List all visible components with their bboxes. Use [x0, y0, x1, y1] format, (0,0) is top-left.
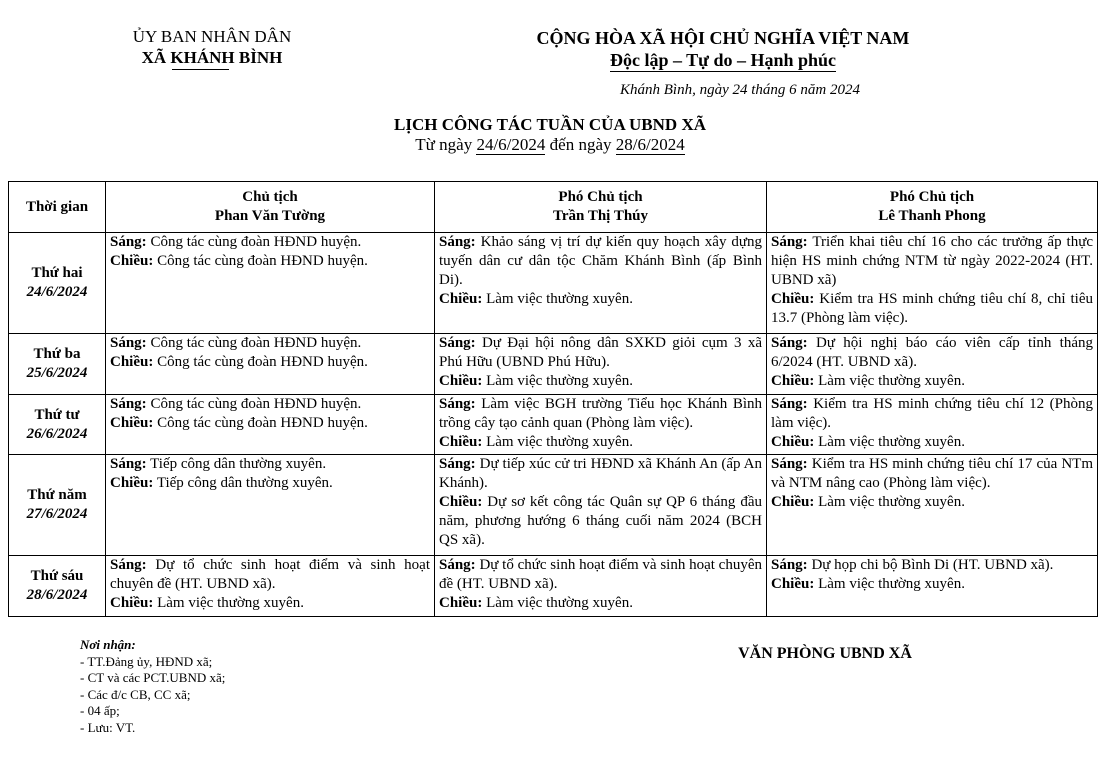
day-date: 25/6/2024 — [26, 365, 88, 381]
afternoon-label: Chiều: — [439, 434, 483, 450]
header-time: Thời gian — [9, 182, 106, 233]
afternoon-entry — [771, 575, 1093, 594]
afternoon-text: Làm việc thường xuyên. — [486, 373, 633, 389]
schedule-row — [9, 395, 1098, 455]
schedule-table — [8, 181, 1098, 617]
signature-office: VĂN PHÒNG UBND XÃ — [738, 645, 912, 662]
morning-text: Công tác cùng đoàn HĐND huyện. — [150, 335, 362, 351]
morning-label: Sáng: — [110, 456, 147, 472]
header-role: Phó Chủ tịch — [558, 189, 643, 205]
day-name: Thứ tư — [34, 406, 80, 423]
schedule-cell — [435, 455, 767, 556]
morning-entry — [110, 233, 430, 252]
subtitle-to-date: 28/6/2024 — [615, 135, 685, 154]
afternoon-text: Tiếp công dân thường xuyên. — [156, 475, 333, 491]
schedule-cell — [435, 556, 767, 617]
recipients-title: Nơi nhận: — [80, 637, 136, 652]
afternoon-text: Làm việc thường xuyên. — [818, 494, 965, 510]
morning-entry — [771, 556, 1093, 575]
morning-label: Sáng: — [771, 456, 808, 472]
issuer-line-2: XÃ KHÁNH BÌNH — [141, 48, 283, 67]
afternoon-entry — [439, 290, 762, 309]
header-col-1 — [106, 182, 435, 233]
afternoon-label: Chiều: — [110, 354, 154, 370]
morning-text: Khảo sáng vị trí dự kiến quy hoạch xây dựng tuyến dân cư dân tộc Chăm Khánh Bình (ấp Bình Di). — [439, 234, 763, 288]
recipient-item: - 04 ấp; — [80, 703, 120, 718]
recipients-block — [80, 637, 380, 736]
morning-entry — [110, 334, 430, 353]
subtitle-mid: đến ngày — [545, 135, 616, 154]
afternoon-label: Chiều: — [439, 595, 483, 611]
morning-label: Sáng: — [771, 234, 808, 250]
afternoon-entry — [771, 433, 1093, 452]
recipient-item: - Lưu: VT. — [80, 719, 136, 735]
day-date: 27/6/2024 — [26, 506, 88, 522]
schedule-cell — [106, 455, 435, 556]
afternoon-label: Chiều: — [439, 494, 483, 510]
morning-text: Dự tổ chức sinh hoạt điểm và sinh hoạt chuyên đề (HT. UBND xã). — [439, 557, 763, 592]
afternoon-label: Chiều: — [439, 291, 483, 307]
schedule-row — [9, 556, 1098, 617]
afternoon-label: Chiều: — [771, 576, 815, 592]
day-cell — [9, 556, 106, 617]
morning-entry — [110, 455, 430, 474]
schedule-cell — [106, 233, 435, 334]
afternoon-entry — [110, 594, 430, 613]
morning-label: Sáng: — [439, 234, 476, 250]
afternoon-entry — [439, 372, 762, 391]
schedule-cell — [767, 395, 1098, 455]
afternoon-text: Làm việc thường xuyên. — [818, 576, 965, 592]
morning-text: Dự tổ chức sinh hoạt điểm và sinh hoạt chuyên đề (HT. UBND xã). — [110, 557, 431, 592]
day-name: Thứ sáu — [30, 568, 84, 584]
morning-label: Sáng: — [110, 234, 147, 250]
recipient-item: - CT và các PCT.UBND xã; — [80, 670, 226, 685]
header-role: Phó Chủ tịch — [889, 189, 975, 205]
schedule-cell — [435, 334, 767, 395]
afternoon-label: Chiều: — [110, 415, 154, 431]
day-date: 26/6/2024 — [26, 425, 88, 442]
morning-label: Sáng: — [110, 335, 147, 351]
morning-label: Sáng: — [771, 396, 808, 412]
issuer-header — [102, 26, 322, 68]
subtitle-from-date: 24/6/2024 — [476, 135, 546, 154]
morning-text: Tiếp công dân thường xuyên. — [150, 456, 327, 472]
morning-entry — [439, 556, 762, 594]
afternoon-entry — [110, 252, 430, 271]
morning-text: Triển khai tiêu chí 16 cho các trưởng ấp thực hiện HS minh chứng NTM từ ngày 2022-2024 (HT. UBND xã) — [771, 234, 1093, 288]
afternoon-text: Làm việc thường xuyên. — [486, 434, 633, 450]
morning-text: Kiểm tra HS minh chứng tiêu chí 17 của NTm và NTM nâng cao (Phòng làm việc). — [771, 456, 1093, 491]
schedule-cell — [767, 455, 1098, 556]
schedule-cell — [767, 556, 1098, 617]
schedule-cell — [767, 233, 1098, 334]
document-date: Khánh Bình, ngày 24 tháng 6 năm 2024 — [620, 82, 860, 98]
schedule-row — [9, 334, 1098, 395]
header-person: Phan Văn Tường — [214, 208, 326, 224]
morning-label: Sáng: — [439, 557, 476, 573]
morning-entry — [771, 334, 1093, 372]
morning-text: Công tác cùng đoàn HĐND huyện. — [150, 396, 362, 412]
afternoon-text: Kiểm tra HS minh chứng tiêu chí 8, chỉ tiêu 13.7 (Phòng làm việc). — [771, 291, 1093, 326]
national-title: CỘNG HÒA XÃ HỘI CHỦ NGHĨA VIỆT NAM — [536, 28, 910, 48]
morning-label: Sáng: — [110, 396, 147, 412]
schedule-cell — [435, 395, 767, 455]
schedule-cell — [767, 334, 1098, 395]
afternoon-text: Làm việc thường xuyên. — [486, 291, 633, 307]
day-name: Thứ ba — [33, 346, 81, 362]
schedule-row — [9, 233, 1098, 334]
day-cell — [9, 334, 106, 395]
national-header — [500, 27, 946, 71]
morning-label: Sáng: — [771, 335, 808, 351]
morning-entry — [439, 334, 762, 372]
morning-label: Sáng: — [439, 456, 476, 472]
day-cell — [9, 233, 106, 334]
schedule-cell — [106, 334, 435, 395]
morning-entry — [771, 455, 1093, 493]
afternoon-label: Chiều: — [439, 373, 483, 389]
day-cell — [9, 455, 106, 556]
table-header-row — [9, 182, 1098, 233]
afternoon-label: Chiều: — [771, 373, 815, 389]
day-name: Thứ hai — [31, 265, 83, 281]
afternoon-label: Chiều: — [110, 475, 154, 491]
day-date: 28/6/2024 — [26, 587, 88, 603]
afternoon-text: Làm việc thường xuyên. — [486, 595, 633, 611]
afternoon-entry — [110, 474, 430, 493]
document-subtitle — [300, 135, 800, 155]
afternoon-entry — [771, 493, 1093, 512]
afternoon-entry — [771, 372, 1093, 391]
morning-entry — [439, 233, 762, 290]
afternoon-entry — [439, 433, 762, 452]
header-person: Trần Thị Thúy — [552, 208, 649, 224]
afternoon-text: Làm việc thường xuyên. — [818, 434, 965, 450]
day-date: 24/6/2024 — [26, 284, 88, 300]
header-role: Chủ tịch — [242, 189, 298, 205]
afternoon-entry — [771, 290, 1093, 328]
schedule-cell — [106, 556, 435, 617]
afternoon-text: Dự sơ kết công tác Quân sự QP 6 tháng đầu năm, phương hướng 6 tháng cuối năm 2024 (BCH QS xã). — [439, 494, 762, 548]
afternoon-text: Công tác cùng đoàn HĐND huyện. — [157, 415, 368, 431]
afternoon-text: Làm việc thường xuyên. — [157, 595, 304, 611]
afternoon-label: Chiều: — [771, 434, 815, 450]
header-col-3 — [767, 182, 1098, 233]
issuer-line-1: ỦY BAN NHÂN DÂN — [132, 27, 292, 46]
morning-text: Kiểm tra HS minh chứng tiêu chí 12 (Phòng làm việc). — [771, 396, 1093, 431]
morning-entry — [771, 233, 1093, 290]
schedule-row — [9, 455, 1098, 556]
afternoon-text: Công tác cùng đoàn HĐND huyện. — [157, 253, 368, 269]
afternoon-text: Công tác cùng đoàn HĐND huyện. — [157, 354, 368, 370]
morning-label: Sáng: — [439, 335, 476, 351]
header-col-2 — [435, 182, 767, 233]
recipient-item: - Các đ/c CB, CC xã; — [80, 686, 191, 702]
morning-label: Sáng: — [110, 557, 147, 573]
afternoon-entry — [110, 353, 430, 372]
morning-text: Làm việc BGH trường Tiểu học Khánh Bình trồng cây tạo cảnh quan (Phòng làm việc). — [439, 396, 763, 431]
afternoon-label: Chiều: — [110, 253, 154, 269]
morning-entry — [110, 395, 430, 414]
afternoon-label: Chiều: — [771, 494, 815, 510]
afternoon-label: Chiều: — [110, 595, 154, 611]
morning-entry — [439, 395, 762, 433]
subtitle-prefix: Từ ngày — [415, 135, 477, 154]
afternoon-entry — [110, 414, 430, 433]
morning-text: Dự họp chi bộ Bình Di (HT. UBND xã). — [811, 557, 1054, 573]
morning-entry — [439, 455, 762, 493]
schedule-cell — [435, 233, 767, 334]
afternoon-entry — [439, 493, 762, 550]
document-title: LỊCH CÔNG TÁC TUẦN CỦA UBND XÃ — [393, 115, 707, 134]
morning-label: Sáng: — [771, 557, 808, 573]
morning-label: Sáng: — [439, 396, 476, 412]
morning-entry — [110, 556, 430, 594]
morning-text: Dự hội nghị báo cáo viên cấp tỉnh tháng 6/2024 (HT. UBND xã). — [771, 335, 1094, 370]
afternoon-entry — [439, 594, 762, 613]
day-name: Thứ năm — [27, 487, 87, 503]
afternoon-label: Chiều: — [771, 291, 815, 307]
national-motto: Độc lập – Tự do – Hạnh phúc — [609, 50, 837, 70]
schedule-cell — [106, 395, 435, 455]
morning-text: Dự tiếp xúc cử tri HĐND xã Khánh An (ấp An Khánh). — [439, 456, 763, 491]
afternoon-text: Làm việc thường xuyên. — [818, 373, 965, 389]
morning-entry — [771, 395, 1093, 433]
morning-text: Công tác cùng đoàn HĐND huyện. — [150, 234, 362, 250]
morning-text: Dự Đại hội nông dân SXKD giỏi cụm 3 xã Phú Hữu (UBND Phú Hữu). — [439, 335, 763, 370]
day-cell — [9, 395, 106, 455]
recipient-item: - TT.Đảng ủy, HĐND xã; — [80, 653, 213, 669]
header-person: Lê Thanh Phong — [878, 208, 986, 224]
